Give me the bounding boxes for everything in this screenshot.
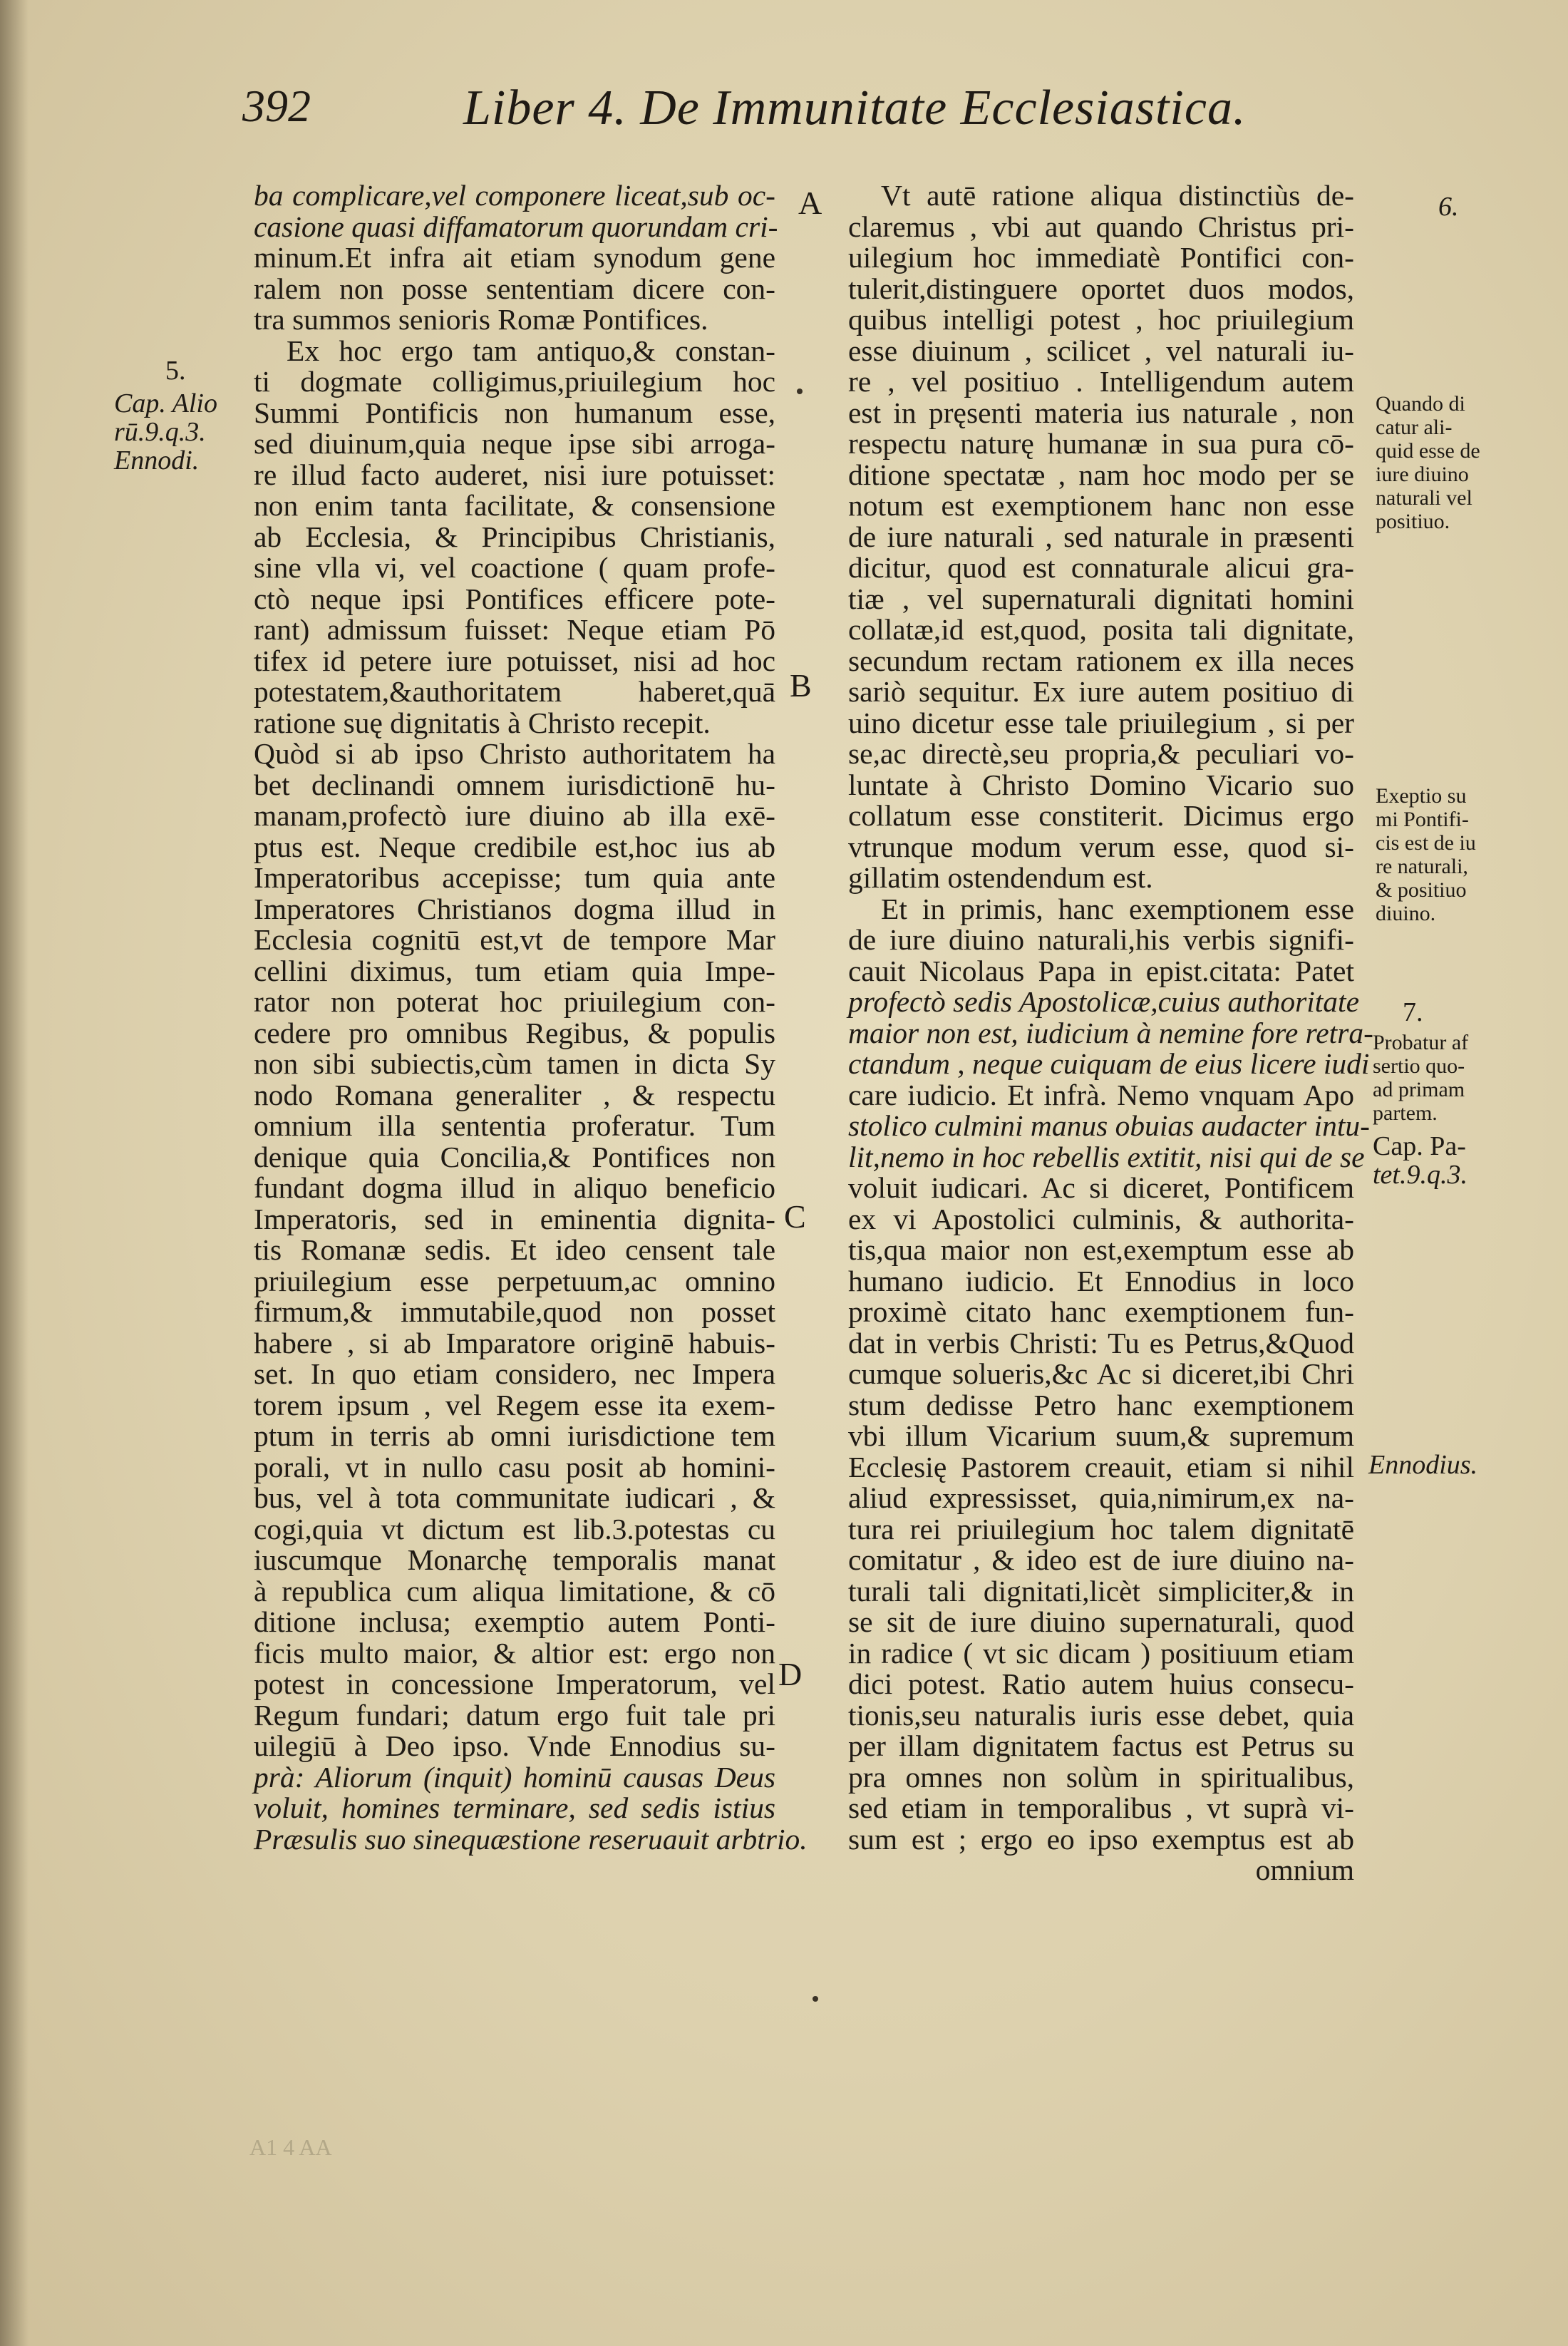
text-line: potest in concessione Imperatorum, vel (254, 1667, 775, 1700)
text-line: se,ac directè,seu propria,& peculiari vo- (848, 737, 1354, 770)
text-line: tis Romanæ sedis. Et ideo censent tale (254, 1233, 775, 1266)
text-line: ab Ecclesia, & Principibus Christianis, (254, 520, 775, 553)
text-line: rant) admissum fuisset: Neque etiam Pō (254, 613, 775, 646)
text-line: omnium illa sententia proferatur. Tum (254, 1109, 775, 1142)
text-line: profectò sedis Apostolicæ,cuius authoritate (848, 985, 1359, 1018)
catchword-marks: A1 4 AA (249, 2134, 332, 2160)
margin-reference-ennodius: Ennodius. (1368, 1450, 1478, 1480)
text-line: Imperatoribus accepisse; tum quia ante (254, 861, 775, 894)
text-line: claremus , vbi aut quando Christus pri- (848, 210, 1354, 243)
text-line: pra omnes non solùm in spiritualibus, (848, 1760, 1354, 1794)
section-letter-a: A (798, 185, 822, 221)
text-line: notum est exemptionem hanc non esse (848, 489, 1354, 522)
text-line: cellini diximus, tum etiam quia Impe- (254, 954, 775, 987)
right-text-column (848, 179, 1373, 1886)
text-line: uilegiū à Deo ipso. Vnde Ennodius su- (254, 1729, 775, 1762)
text-line: secundum rectam rationem ex illa neces (848, 644, 1354, 677)
text-line: ctò neque ipsi Pontifices efficere pote- (254, 582, 775, 615)
text-line: iuscumque Monarchę temporalis manat (254, 1543, 775, 1576)
text-line: priuilegium esse perpetuum,ac omnino (254, 1264, 775, 1297)
margin-note-exeptio (1376, 784, 1476, 925)
margin-note-line: ad primam (1373, 1078, 1465, 1101)
text-line: Ecclesię Pastorem creauit, etiam si nihil (848, 1450, 1354, 1483)
margin-note-line: re naturali, (1376, 855, 1468, 878)
text-line: aliud expressisset, quia,nimirum,ex na- (848, 1481, 1354, 1514)
margin-ref-line: Cap. Pa- (1373, 1131, 1466, 1161)
margin-reference-patet (1373, 1132, 1468, 1189)
text-line: ditione spectatæ , nam hoc modo per se (848, 458, 1354, 491)
margin-note-line: naturali vel (1376, 486, 1472, 510)
text-line: bet declinandi omnem iurisdictionē hu- (254, 768, 775, 801)
page-header (242, 80, 1247, 151)
text-line: vtrunque modum verum esse, quod si- (848, 830, 1354, 863)
text-line: proximè citato hanc exemptionem fun- (848, 1295, 1354, 1328)
text-line: sum est ; ergo eo ipso exemptus est ab (848, 1822, 1354, 1856)
text-line: turali tali dignitati,licèt simpliciter,& in (848, 1574, 1354, 1607)
text-line: se sit de iure diuino supernaturali, quod (848, 1605, 1354, 1638)
text-line: Ecclesia cognitū est,vt de tempore Mar (254, 923, 775, 956)
text-line: Vt autē ratione aliqua distinctiùs de- (881, 179, 1354, 212)
margin-note-line: & positiuo (1376, 878, 1467, 902)
text-line: uilegium hoc immediatè Pontifici con- (848, 241, 1354, 274)
text-line: stolico culmini manus obuias audacter intu- (848, 1109, 1370, 1142)
margin-ref-line: Cap. Alio (114, 389, 217, 418)
text-line: humano iudicio. Et Ennodius in loco (848, 1264, 1354, 1297)
section-letter-d: D (778, 1656, 803, 1692)
running-title: Liber 4. De Immunitate Ecclesiastica. (463, 81, 1247, 135)
text-line: potestatem,&authoritatem haberet,quā (254, 675, 775, 708)
margin-number-6: 6. (1438, 192, 1459, 222)
text-line: tura rei priuilegium hoc talem dignitatē (848, 1512, 1354, 1545)
text-line: per illam dignitatem factus est Petrus su (848, 1729, 1354, 1762)
text-line: sed etiam in temporalibus , vt suprà vi- (848, 1791, 1354, 1824)
text-line: luntate à Christo Domino Vicario suo (848, 768, 1354, 801)
text-line: collatum esse constiterit. Dicimus ergo (848, 799, 1354, 832)
text-line: à republica cum aliqua limitatione, & cō (254, 1574, 775, 1607)
text-line: tionis,seu naturalis iuris esse debet, quia (848, 1698, 1354, 1732)
text-line: ti dogmate colligimus,priuilegium hoc (254, 365, 775, 398)
text-line: ralem non posse sententiam dicere con- (254, 272, 775, 305)
text-line: omnium (1255, 1853, 1354, 1886)
text-line: dici potest. Ratio autem huius consecu- (848, 1667, 1354, 1700)
margin-note-line: partem. (1373, 1101, 1438, 1125)
text-line: esse diuinum , scilicet , vel naturali iu- (848, 334, 1354, 367)
left-text-column (254, 179, 808, 1856)
text-line: ficis multo maior, & altior est: ergo non (254, 1636, 775, 1670)
margin-ref-line: rū.9.q.3. (114, 417, 206, 447)
text-line: est in pręsenti materia ius naturale , non (848, 396, 1354, 429)
page-number: 392 (242, 81, 311, 131)
text-line: bus, vel à tota communitate iudicari , & (254, 1481, 775, 1514)
text-line: Summi Pontificis non humanum esse, (254, 396, 775, 429)
text-line: voluit iudicari. Ac si diceret, Pontificem (848, 1171, 1354, 1204)
text-line: sariò sequitur. Ex iure autem positiuo di (848, 675, 1354, 708)
text-line: respectu naturę humanæ in sua pura cō- (848, 427, 1354, 460)
margin-number-5: 5. (165, 356, 186, 386)
margin-note-line: quid esse de (1376, 439, 1480, 463)
section-letter-b: B (790, 667, 812, 704)
text-line: fundant dogma illud in aliquo beneficio (254, 1171, 775, 1204)
margin-note-line: positiuo. (1376, 510, 1450, 533)
text-line: in radice ( vt sic dicam ) positiuum etiam (848, 1636, 1354, 1670)
text-line: ba complicare,vel componere liceat,sub oc- (254, 179, 775, 212)
margin-note-line: Probatur af (1373, 1031, 1469, 1054)
text-line: non enim tanta facilitate, & consensione (254, 489, 775, 522)
text-line: Et in primis, hanc exemptionem esse (881, 892, 1354, 925)
text-line: ptus est. Neque credibile est,hoc ius ab (254, 830, 775, 863)
text-line: lit,nemo in hoc rebellis extitit, nisi qui de se (848, 1140, 1365, 1173)
margin-note-line: Quando di (1376, 392, 1465, 416)
text-line: stum dedisse Petro hanc exemptionem (848, 1388, 1354, 1421)
text-line: de iure naturali , sed naturale in præsenti (848, 520, 1354, 553)
section-letter-c: C (784, 1198, 806, 1235)
text-line: tulerit,distinguere oportet duos modos, (848, 272, 1354, 305)
margin-note-line: mi Pontifi- (1376, 808, 1469, 831)
margin-note-line: diuino. (1376, 902, 1436, 925)
text-line: tifex id petere iure potuisset, nisi ad hoc (254, 644, 775, 677)
text-line: denique quia Concilia,& Pontifices non (254, 1140, 775, 1173)
text-line: habere , si ab Imparatore originē habuis- (254, 1326, 775, 1359)
margin-reference-left (114, 389, 217, 475)
text-line: gillatim ostendendum est. (848, 861, 1153, 894)
text-line: maior non est, iudicium à nemine fore retra- (848, 1016, 1373, 1049)
text-line: ratione suę dignitatis à Christo recepit. (254, 706, 711, 739)
text-line: tis,qua maior non est,exemptum esse ab (848, 1233, 1354, 1266)
text-line: set. In quo etiam considero, nec Impera (254, 1357, 775, 1390)
text-line: collatæ,id est,quod, posita tali dignitate, (848, 613, 1354, 646)
text-line: manam,profectò iure diuino ab illa exē- (254, 799, 775, 832)
text-line: quibus intelligi potest , hoc priuilegium (848, 303, 1354, 336)
text-line: ex vi Apostolici culminis, & authorita- (848, 1202, 1354, 1235)
text-line: voluit, homines terminare, sed sedis istius (254, 1791, 775, 1824)
text-line: torem ipsum , vel Regem esse ita exem- (254, 1388, 775, 1421)
text-line: cedere pro omnibus Regibus, & populis (254, 1016, 775, 1049)
text-line: comitatur , & ideo est de iure diuino na- (848, 1543, 1354, 1576)
text-line: firmum,& immutabile,quod non posset (254, 1295, 775, 1328)
margin-number-7: 7. (1403, 997, 1423, 1027)
text-line: tiæ , vel supernaturali dignitati homini (848, 582, 1354, 615)
margin-note-line: cis est de iu (1376, 831, 1476, 855)
text-line: Imperatores Christianos dogma illud in (254, 892, 775, 925)
text-line: ptum in terris ab omni iurisdictione tem (254, 1419, 775, 1452)
text-line: sine vlla vi, vel coactione ( quam profe- (254, 551, 775, 584)
margin-note-quando (1376, 392, 1480, 533)
text-line: dat in verbis Christi: Tu es Petrus,&Quod (848, 1326, 1354, 1359)
text-line: sed diuinum,quia neque ipse sibi arroga- (254, 427, 775, 460)
margin-note-probatur (1373, 1031, 1468, 1125)
text-line: porali, vt in nullo casu posit ab homini- (254, 1450, 775, 1483)
margin-ref-line: tet.9.q.3. (1373, 1160, 1468, 1190)
text-line: Regum fundari; datum ergo fuit tale pri (254, 1698, 775, 1732)
text-line: rator non poterat hoc priuilegium con- (254, 985, 775, 1018)
gutter-shadow (0, 0, 29, 2346)
text-line: re illud facto auderet, nisi iure potuisset: (254, 458, 775, 491)
margin-note-line: sertio quo- (1373, 1054, 1465, 1078)
text-line: de iure diuino naturali,his verbis signifi- (848, 923, 1354, 956)
text-line: ditione inclusa; exemptio autem Ponti- (254, 1605, 775, 1638)
text-line: dicitur, quod est connaturale alicui gra- (848, 551, 1354, 584)
text-line: non sibi subiectis,cùm tamen in dicta Sy (254, 1047, 775, 1080)
text-line: nodo Romana generaliter , & respectu (254, 1078, 775, 1111)
text-line: cumque solueris,&c Ac si diceret,ibi Chri (848, 1357, 1354, 1390)
margin-ref-line: Ennodi. (114, 446, 200, 475)
text-line: casione quasi diffamatorum quorundam cri- (254, 210, 778, 243)
text-line: tra summos senioris Romæ Pontifices. (254, 303, 708, 336)
text-line: cauit Nicolaus Papa in epist.citata: Patet (848, 954, 1354, 987)
text-line: vbi illum Vicarium suum,& supremum (848, 1419, 1354, 1452)
text-line: Imperatoris, sed in eminentia dignita- (254, 1202, 775, 1235)
text-line: re , vel positiuo . Intelligendum autem (848, 365, 1354, 398)
text-line: Quòd si ab ipso Christo authoritatem ha (254, 737, 775, 770)
margin-note-line: Exeptio su (1376, 784, 1467, 808)
margin-note-line: iure diuino (1376, 463, 1469, 486)
ink-dot (813, 1996, 818, 2002)
text-line: uino dicetur esse tale priuilegium , si per (848, 706, 1354, 739)
text-line: cogi,quia vt dictum est lib.3.potestas cu (254, 1512, 775, 1545)
text-line: care iudicio. Et infrà. Nemo vnquam Apo (848, 1078, 1354, 1111)
margin-note-line: catur ali- (1376, 416, 1453, 439)
text-line: Præsulis suo sinequæstione reseruauit arbtrio. (254, 1822, 808, 1856)
text-line: Ex hoc ergo tam antiquo,& constan- (287, 334, 775, 367)
text-line: minum.Et infra ait etiam synodum gene (254, 241, 775, 274)
text-line: ctandum , neque cuiquam de eius licere iudi (848, 1047, 1370, 1080)
ink-dot (797, 389, 803, 394)
text-line: prà: Aliorum (inquit) hominū causas Deus (254, 1760, 775, 1794)
